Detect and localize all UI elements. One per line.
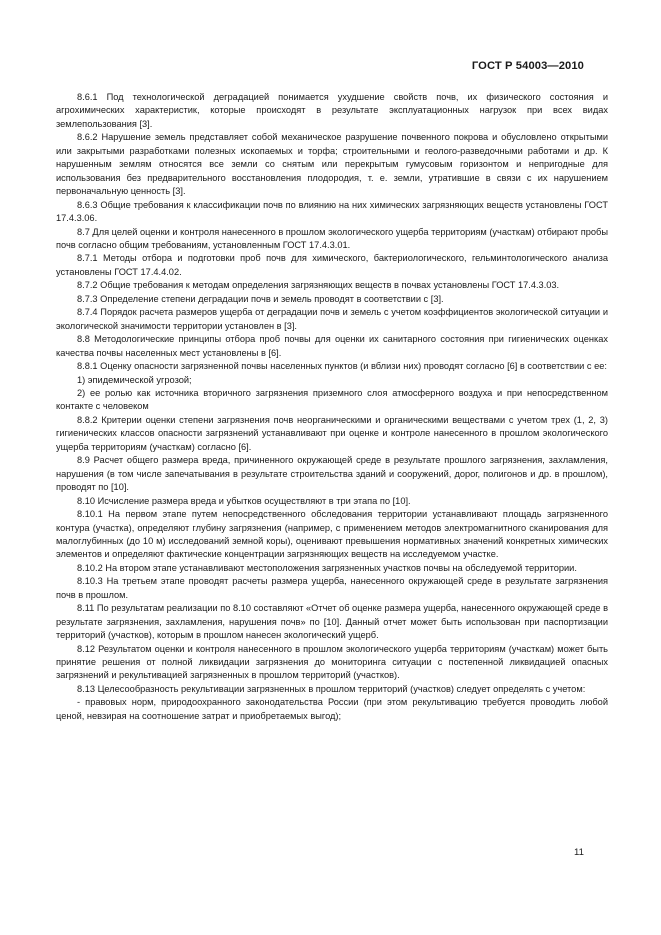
list-item-1: 1) эпидемической угрозой; [77, 374, 192, 385]
list-item-2: 2) ее ролью как источника вторичного загрязнения приземного слоя атмосферного воздуха и при непосредственном контакте с человеком [56, 387, 608, 412]
paragraph-8-8-1: 8.8.1 Оценку опасности загрязненной почвы населенных пунктов (и вблизи них) проводят согласно [6] в соответствии с ее: [77, 361, 607, 372]
paragraph-8-10: 8.10 Исчисление размера вреда и убытков осуществляют в три этапа по [10]. [77, 495, 411, 506]
paragraph-8-10-2: 8.10.2 На втором этапе устанавливают местоположения загрязненных участков почвы на обследуемой территории. [77, 562, 577, 573]
dash-item-legal-norms: - правовых норм, природоохранного законодательства России (при этом рекультивацию требуется проводить любой ценой, невзирая на соотношение затрат и приобретаемых выгод); [56, 697, 608, 721]
paragraph-8-7-3: 8.7.3 Определение степени деградации почв и земель проводят в соответствии с [3]. [77, 293, 444, 304]
paragraph-8-12: 8.12 Результатом оценки и контроля нанесенного в прошлом экологического ущерба территориям (участкам) может быть принятие решения от полной ликвидации загрязнения до мониторинга ситуации с постепенной ликвидацией опасных загрязнений и рекультивацией загрязненных в прошлом территорий (участков). [56, 643, 608, 681]
document-body [56, 91, 608, 723]
paragraph-8-13: 8.13 Целесообразность рекультивации загрязненных в прошлом территорий (участков) следует определять с учетом: [77, 683, 586, 694]
paragraph-8-6-3: 8.6.3 Общие требования к классификации почв по влиянию на них химических загрязняющих веществ установлены ГОСТ 17.4.3.06. [56, 199, 608, 224]
paragraph-8-6-1: 8.6.1 Под технологической деградацией понимается ухудшение свойств почв, их физического состояния и агрохимических характеристик, которые происходят в результате эксплуатационных нагрузок при всех видах землепользования [3]. [56, 92, 608, 129]
paragraph-8-10-1: 8.10.1 На первом этапе путем непосредственного обследования территории устанавливают площадь загрязненного контура (участка), определяют глубину загрязнения (например, с применением методов электромагнитного сканирования для малоглубинных (до 10 м) исследований земной коры), оценивают превышения нормативных значений конкретных химических элементов и определяют фактические концентрации загрязняющих веществ на исследуемом участке. [56, 509, 608, 560]
paragraph-8-7-1: 8.7.1 Методы отбора и подготовки проб почв для химического, бактериологического, гельминтологического анализа установлены ГОСТ 17.4.4.02. [56, 253, 608, 277]
paragraph-8-9: 8.9 Расчет общего размера вреда, причиненного окружающей среде в результате прошлого загрязнения, захламления, нарушения (в том числе запечатывания в результате строительства зданий и сооружений, дорог, полигонов и др. в прошлом), проводят по [10]. [56, 455, 608, 493]
paragraph-8-8-2: 8.8.2 Критерии оценки степени загрязнения почв неорганическими и органическими веществами с учетом трех (1, 2, 3) гигиенических классов опасности загрязнений устанавливают при оценке и контроле нанесенного в прошлом экологического ущерба территориям (участкам) согласно [6]. [56, 414, 608, 452]
page-number: 11 [574, 847, 584, 858]
paragraph-8-6-2: 8.6.2 Нарушение земель представляет собой механическое разрушение почвенного покрова и обусловлено открытыми или закрытыми разработками полезных ископаемых и торфа; строительными и геолого-разведочными работами и др. К нарушенным землям относятся все земли со снятым или перекрытым гумусовым горизонтом и непригодные для использования без предварительного восстановления плодородия, т. е. земли, утратившие в связи с их нарушением первоначальную ценность [3]. [56, 132, 608, 197]
document-code: ГОСТ Р 54003—2010 [471, 60, 584, 72]
paragraph-8-7-2: 8.7.2 Общие требования к методам определения загрязняющих веществ в почвах установлены ГОСТ 17.4.3.03. [77, 280, 560, 291]
paragraph-8-10-3: 8.10.3 На третьем этапе проводят расчеты размера ущерба, нанесенного окружающей среде в результате загрязнения почв в прошлом. [56, 576, 608, 600]
paragraph-8-8: 8.8 Методологические принципы отбора проб почвы для оценки их санитарного состояния при гигиенических оценках качества почвы населенных мест установлены в [6]. [56, 334, 608, 358]
paragraph-8-11: 8.11 По результатам реализации по 8.10 составляют «Отчет об оценке размера ущерба, нанесенного окружающей среде в результате загрязнения, захламления, нарушения почв» по [10]. Данный отчет может быть использован при паспортизации территорий (участков), которым в прошлом нанесен экологический ущерб. [56, 603, 608, 641]
paragraph-8-7-4: 8.7.4 Порядок расчета размеров ущерба от деградации почв и земель с учетом коэффициентов экологической ситуации и экологической значимости территории установлен в [3]. [56, 307, 608, 331]
paragraph-8-7: 8.7 Для целей оценки и контроля нанесенного в прошлом экологического ущерба территориям (участкам) отбирают пробы почв согласно общим требованиям, установленным ГОСТ 17.4.3.01. [56, 226, 608, 250]
